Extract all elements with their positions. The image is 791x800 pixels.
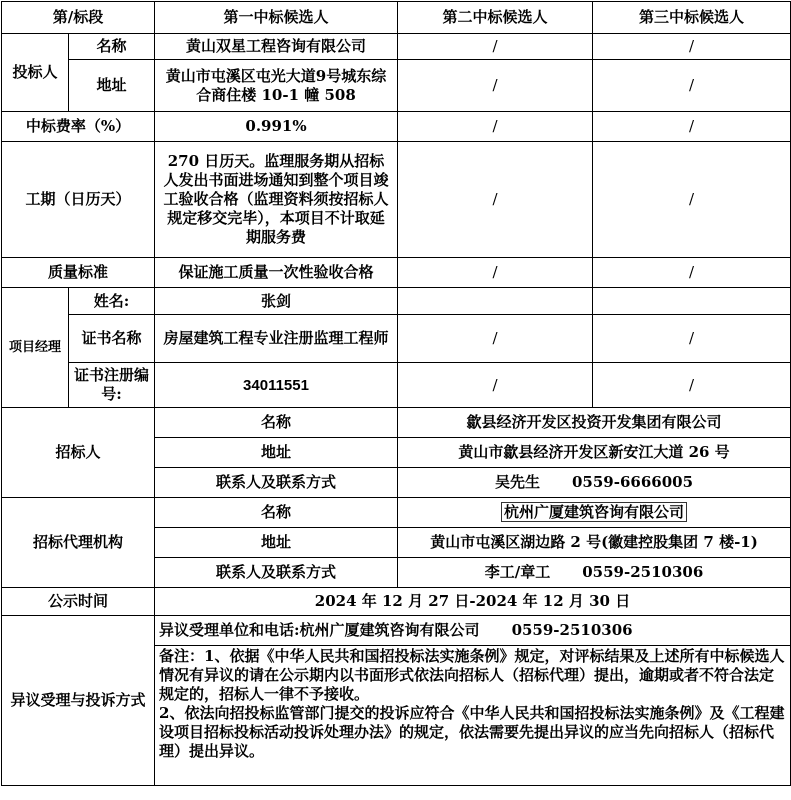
agency-address-value: 黄山市屯溪区湖边路 2 号(徽建控股集团 7 楼-1)	[398, 528, 791, 558]
rate-label: 中标费率（%）	[2, 112, 155, 142]
bidder-address-row	[2, 60, 791, 112]
manager-reg-label: 证书注册编号:	[69, 363, 155, 408]
bidder-label: 投标人	[2, 34, 69, 112]
tenderer-name-label: 名称	[155, 408, 398, 438]
second-quality: /	[398, 258, 593, 288]
tenderer-contact-label: 联系人及联系方式	[155, 468, 398, 498]
manager-cert-value: 房屋建筑工程专业注册监理工程师	[155, 315, 398, 363]
third-manager-reg: /	[593, 363, 791, 408]
quality-value: 保证施工质量一次性验收合格	[155, 258, 398, 288]
second-manager-cert: /	[398, 315, 593, 363]
tenderer-contact-value	[398, 468, 791, 498]
agency-label: 招标代理机构	[2, 498, 155, 588]
bidder-name-value: 黄山双星工程咨询有限公司	[155, 34, 398, 60]
third-quality: /	[593, 258, 791, 288]
agency-contact-label: 联系人及联系方式	[155, 558, 398, 588]
agency-contact-value	[398, 558, 791, 588]
objection-note-2: 2、依法向招投标监管部门提交的投诉应符合《中华人民共和国招投标法实施条例》及《工程建设项目招标投标活动投诉处理办法》的规定，依法需要先提出异议的应当先向招标人（招标代理）提出异议。	[159, 704, 785, 760]
objection-unit-row	[2, 616, 791, 646]
third-manager-name	[593, 288, 791, 315]
agency-name-row	[2, 498, 791, 528]
header-first-candidate: 第一中标候选人	[155, 2, 398, 34]
objection-unit	[155, 616, 791, 646]
third-rate: /	[593, 112, 791, 142]
manager-cert-label: 证书名称	[69, 315, 155, 363]
bidder-address-value: 黄山市屯溪区屯光大道9号城东综合商住楼 10-1 幢 508	[155, 60, 398, 112]
manager-name-row	[2, 288, 791, 315]
objection-unit-text: 异议受理单位和电话:杭州广厦建筑咨询有限公司	[159, 621, 480, 639]
agency-name-label: 名称	[155, 498, 398, 528]
tenderer-address-label: 地址	[155, 438, 398, 468]
quality-row	[2, 258, 791, 288]
bidder-name-row	[2, 34, 791, 60]
quality-label: 质量标准	[2, 258, 155, 288]
objection-unit-phone: 0559-2510306	[511, 621, 633, 639]
third-bidder-address: /	[593, 60, 791, 112]
manager-name-label: 姓名:	[69, 288, 155, 315]
period-row	[2, 142, 791, 258]
publicity-label: 公示时间	[2, 588, 155, 616]
agency-name-text: 杭州广厦建筑咨询有限公司	[501, 502, 687, 522]
agency-name-value	[398, 498, 791, 528]
tenderer-name-value: 歙县经济开发区投资开发集团有限公司	[398, 408, 791, 438]
tenderer-contact-person: 吴先生	[494, 473, 540, 491]
agency-address-label: 地址	[155, 528, 398, 558]
rate-value: 0.991%	[155, 112, 398, 142]
period-label: 工期（日历天）	[2, 142, 155, 258]
manager-reg-value: 34011551	[155, 363, 398, 408]
agency-contact-person: 李工/章工	[484, 563, 551, 581]
manager-name-value: 张剑	[155, 288, 398, 315]
publicity-row	[2, 588, 791, 616]
second-period: /	[398, 142, 593, 258]
tenderer-address-value: 黄山市歙县经济开发区新安江大道 26 号	[398, 438, 791, 468]
manager-label: 项目经理	[2, 288, 69, 408]
publicity-value: 2024 年 12 月 27 日-2024 年 12 月 30 日	[155, 588, 791, 616]
manager-cert-row	[2, 315, 791, 363]
header-row	[2, 2, 791, 34]
third-bidder-name: /	[593, 34, 791, 60]
second-manager-name	[398, 288, 593, 315]
objection-notes	[155, 646, 791, 786]
second-rate: /	[398, 112, 593, 142]
tenderer-name-row	[2, 408, 791, 438]
rate-row	[2, 112, 791, 142]
header-third-candidate: 第三中标候选人	[593, 2, 791, 34]
objection-label: 异议受理与投诉方式	[2, 616, 155, 786]
second-bidder-address: /	[398, 60, 593, 112]
agency-contact-phone: 0559-2510306	[582, 563, 704, 581]
tenderer-label: 招标人	[2, 408, 155, 498]
header-section: 第/标段	[2, 2, 155, 34]
bid-result-table	[1, 1, 791, 786]
second-bidder-name: /	[398, 34, 593, 60]
objection-note-1: 备注：1、依据《中华人民共和国招投标法实施条例》规定，对评标结果及上述所有中标候选人情况有异议的请在公示期内以书面形式依法向招标人（招标代理）提出，逾期或者不符合法定规定的，招标人一律不予接收。	[159, 647, 785, 703]
bidder-name-label: 名称	[69, 34, 155, 60]
third-manager-cert: /	[593, 315, 791, 363]
bidder-address-label: 地址	[69, 60, 155, 112]
period-value: 270 日历天。监理服务期从招标人发出书面进场通知到整个项目竣工验收合格（监理资料须按招标人规定移交完毕），本项目不计取延期服务费	[155, 142, 398, 258]
tenderer-contact-phone: 0559-6666005	[572, 473, 694, 491]
third-period: /	[593, 142, 791, 258]
header-second-candidate: 第二中标候选人	[398, 2, 593, 34]
second-manager-reg: /	[398, 363, 593, 408]
manager-reg-row	[2, 363, 791, 408]
